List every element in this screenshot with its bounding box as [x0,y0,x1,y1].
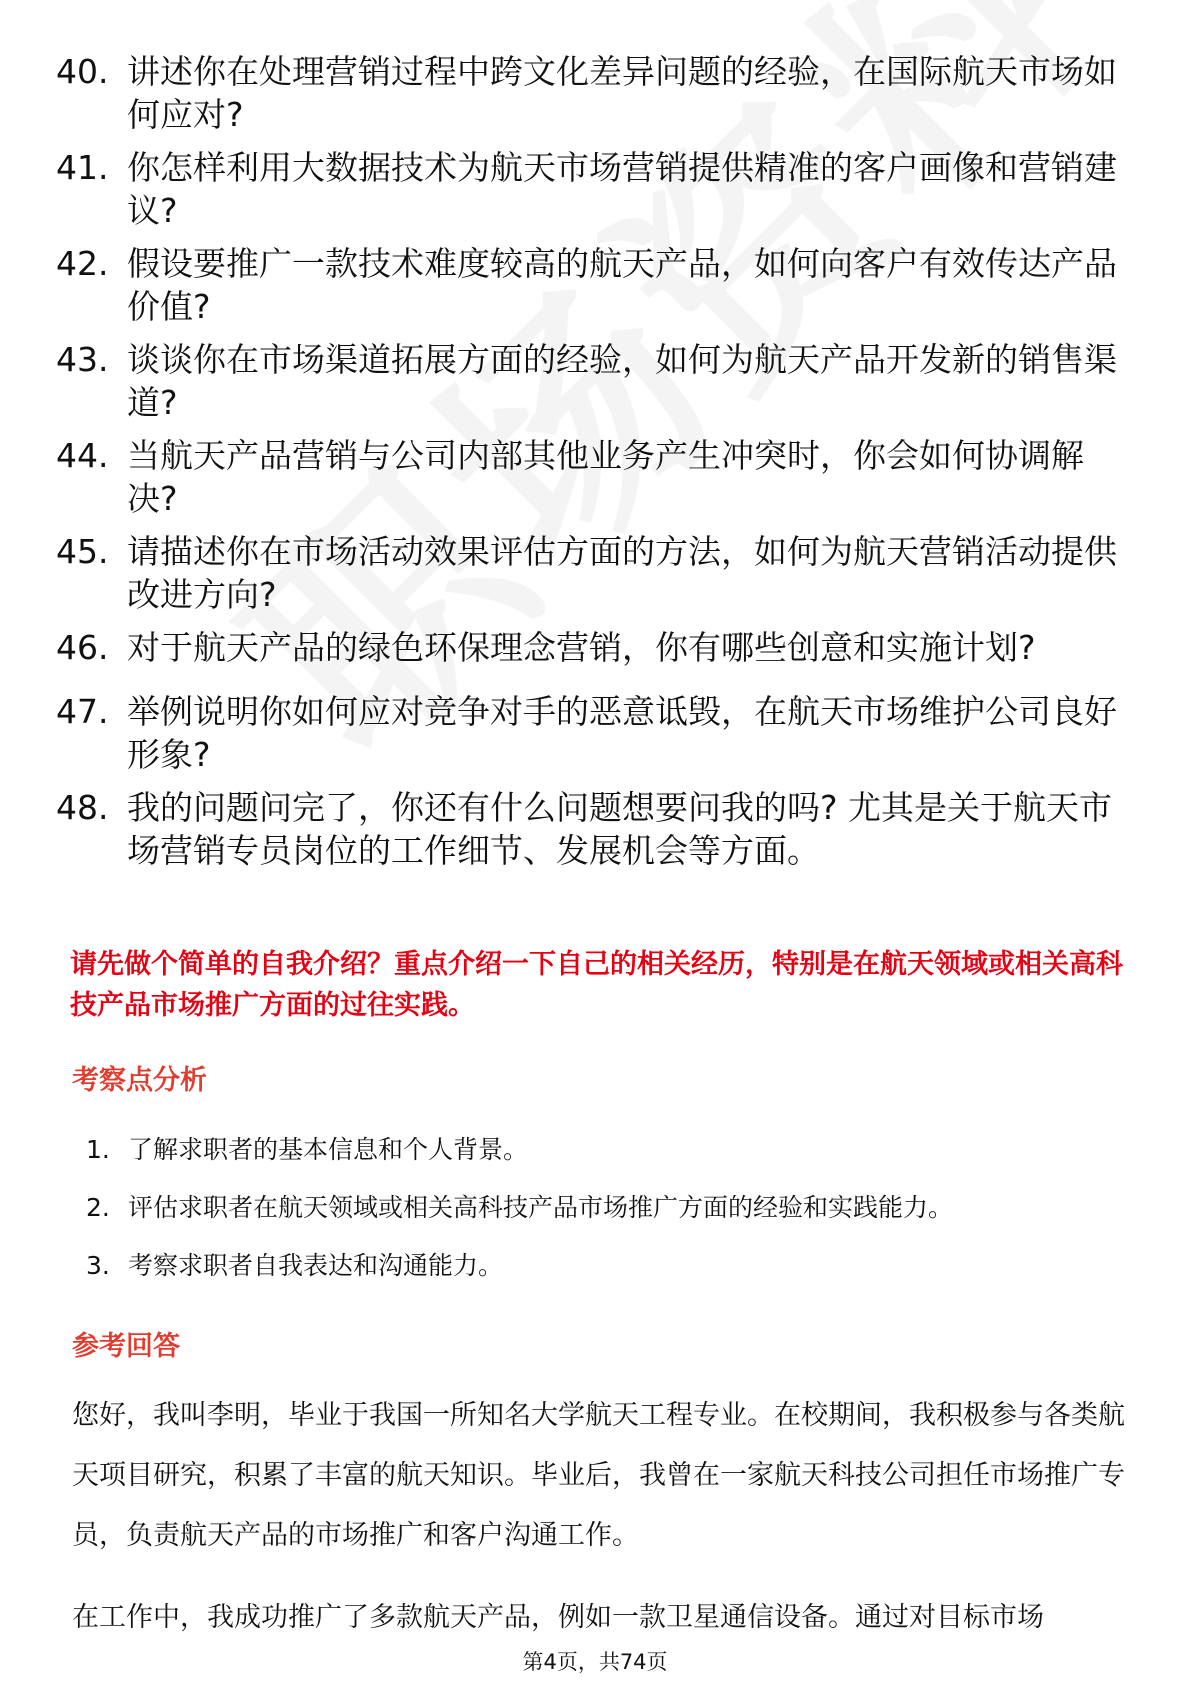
question-text: 假设要推广一款技术难度较高的航天产品，如何向客户有效传达产品价值? [127,244,1117,326]
analysis-item [86,1250,1126,1282]
question-text: 当航天产品营销与公司内部其他业务产生冲突时，你会如何协调解决? [127,436,1084,518]
analysis-title: 考察点分析 [72,1065,207,1096]
analysis-text: 考察求职者自我表达和沟通能力。 [128,1251,504,1280]
analysis-text: 了解求职者的基本信息和个人背景。 [128,1135,529,1164]
question-number: 43. [56,340,109,379]
list-item [56,242,1126,328]
list-item [56,338,1126,424]
question-number: 41. [56,148,109,187]
list-item [56,146,1126,232]
list-item [56,690,1126,776]
list-item [56,626,1126,669]
question-text: 你怎样利用大数据技术为航天市场营销提供精准的客户画像和营销建议? [127,148,1117,230]
question-text: 举例说明你如何应对竞争对手的恶意诋毁，在航天市场维护公司良好形象? [127,692,1117,774]
reference-paragraph: 您好，我叫李明，毕业于我国一所知名大学航天工程专业。在校期间，我积极参与各类航天项目研究，积累了丰富的航天知识。毕业后，我曾在一家航天科技公司担任市场推广专员，负责航天产品的市场推广和客户沟通工作。 [72,1400,1125,1551]
analysis-item [86,1134,1126,1166]
analysis-number: 2. [86,1193,110,1222]
question-number: 48. [56,788,109,827]
highlight-question: 请先做个简单的自我介绍？重点介绍一下自己的相关经历，特别是在航天领域或相关高科技产品市场推广方面的过往实践。 [70,949,1123,1021]
analysis-number: 1. [86,1135,110,1164]
question-text: 谈谈你在市场渠道拓展方面的经验，如何为航天产品开发新的销售渠道? [127,340,1117,422]
question-text: 对于航天产品的绿色环保理念营销，你有哪些创意和实施计划? [127,628,1036,667]
question-number: 44. [56,436,109,475]
reference-title: 参考回答 [72,1331,180,1362]
reference-paragraph: 在工作中，我成功推广了多款航天产品，例如一款卫星通信设备。通过对目标市场 [72,1602,1044,1633]
page-footer: 第4页，共74页 [522,1650,668,1674]
list-item [56,786,1126,872]
question-text: 我的问题问完了，你还有什么问题想要问我的吗? 尤其是关于航天市场营销专员岗位的工作细节、发展机会等方面。 [127,788,1113,870]
analysis-text: 评估求职者在航天领域或相关高科技产品市场推广方面的经验和实践能力。 [128,1193,954,1222]
question-number: 40. [56,52,109,91]
question-number: 47. [56,692,109,731]
question-number: 45. [56,532,109,571]
analysis-number: 3. [86,1251,110,1280]
analysis-item [86,1192,1126,1224]
list-item [56,530,1126,616]
list-item [56,50,1126,136]
question-text: 讲述你在处理营销过程中跨文化差异问题的经验，在国际航天市场如何应对? [127,52,1117,134]
question-text: 请描述你在市场活动效果评估方面的方法，如何为航天营销活动提供改进方向? [127,532,1117,614]
question-number: 46. [56,628,109,667]
list-item [56,434,1126,520]
question-number: 42. [56,244,109,283]
